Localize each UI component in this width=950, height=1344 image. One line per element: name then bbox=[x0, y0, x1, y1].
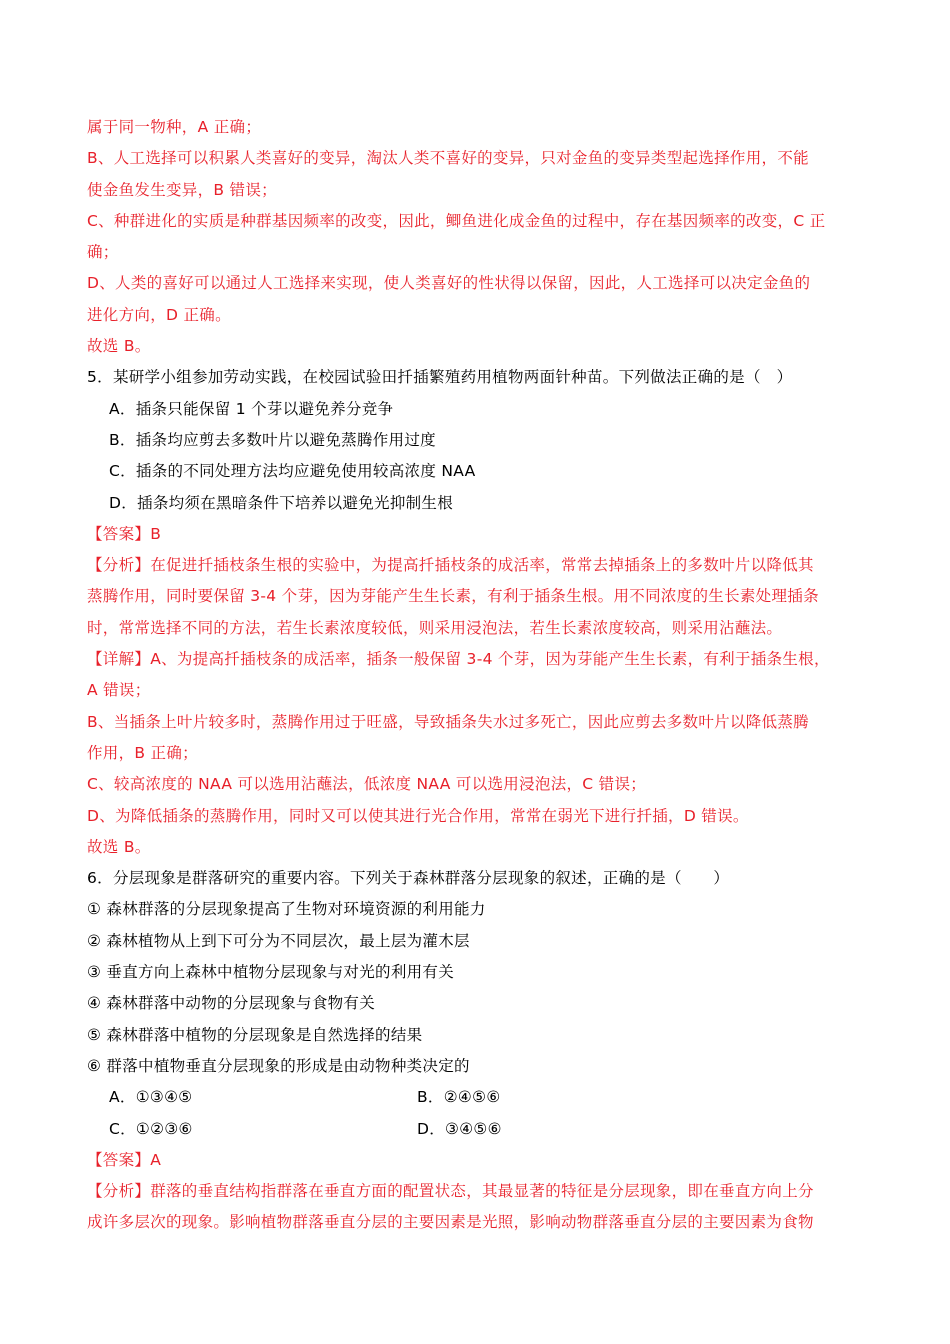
line-text: A．插条只能保留 1 个芽以避免养分竞争 bbox=[109, 399, 394, 418]
text-line bbox=[87, 550, 867, 581]
text-line bbox=[87, 644, 867, 675]
line-text: C．插条的不同处理方法均应避免使用较高浓度 NAA bbox=[109, 462, 476, 481]
text-line bbox=[87, 143, 867, 174]
text-line bbox=[87, 206, 867, 237]
text-line bbox=[87, 175, 867, 206]
line-text: 时，常常选择不同的方法，若生长素浓度较低，则采用浸泡法，若生长素浓度较高，则采用沾蘸法。 bbox=[87, 618, 783, 637]
line-text: 使金鱼发生变异，B 错误； bbox=[87, 180, 277, 199]
text-line bbox=[87, 300, 867, 331]
line-text: B、人工选择可以积累人类喜好的变异，淘汰人类不喜好的变异，只对金鱼的变异类型起选择作用，不能 bbox=[87, 149, 809, 168]
text-line bbox=[87, 488, 867, 519]
line-text: 故选 B。 bbox=[87, 837, 151, 856]
line-text: 【详解】A、为提高扦插枝条的成活率，插条一般保留 3-4 个芽，因为芽能产生生长素，有利于插条生根， bbox=[87, 650, 830, 669]
text-line bbox=[87, 456, 867, 487]
text-line bbox=[87, 801, 867, 832]
line-text: 确； bbox=[87, 243, 119, 262]
text-line bbox=[87, 957, 867, 988]
line-text: ① 森林群落的分层现象提高了生物对环境资源的利用能力 bbox=[87, 900, 486, 919]
line-text: B、当插条上叶片较多时，蒸腾作用过于旺盛，导致插条失水过多死亡，因此应剪去多数叶片以降低蒸腾 bbox=[87, 712, 809, 731]
line-text: D、为降低插条的蒸腾作用，同时又可以使其进行光合作用，常常在弱光下进行扦插，D 错误。 bbox=[87, 806, 749, 825]
line-text: A 错误； bbox=[87, 681, 151, 700]
document-page bbox=[87, 112, 867, 1239]
line-text: 5．某研学小组参加劳动实践，在校园试验田扦插繁殖药用植物两面针种苗。下列做法正确的是（ ） bbox=[87, 368, 793, 387]
line-text: 作用，B 正确； bbox=[87, 743, 198, 762]
line-text: B．插条均应剪去多数叶片以避免蒸腾作用过度 bbox=[109, 430, 436, 449]
line-text: ⑥ 群落中植物垂直分层现象的形成是由动物种类决定的 bbox=[87, 1056, 470, 1075]
line-text: 进化方向，D 正确。 bbox=[87, 305, 231, 324]
text-line bbox=[87, 268, 867, 299]
line-text: 故选 B。 bbox=[87, 337, 151, 356]
line-text: C、较高浓度的 NAA 可以选用沾蘸法，低浓度 NAA 可以选用浸泡法，C 错误； bbox=[87, 775, 647, 794]
text-line bbox=[87, 613, 867, 644]
line-text: C．①②③⑥ bbox=[109, 1119, 193, 1138]
text-line bbox=[87, 675, 867, 706]
line-text: 蒸腾作用，同时要保留 3-4 个芽，因为芽能产生生长素，有利于插条生根。用不同浓度的生长素处理插条 bbox=[87, 587, 819, 606]
line-text: 属于同一物种，A 正确； bbox=[87, 118, 262, 136]
text-line bbox=[87, 1145, 867, 1176]
line-text-second-column: D．③④⑤⑥ bbox=[417, 1119, 502, 1138]
text-line bbox=[87, 769, 867, 800]
line-text: 6．分层现象是群落研究的重要内容。下列关于森林群落分层现象的叙述，正确的是（ ） bbox=[87, 869, 730, 888]
text-line bbox=[87, 237, 867, 268]
text-line bbox=[87, 832, 867, 863]
line-text: C、种群进化的实质是种群基因频率的改变，因此，鲫鱼进化成金鱼的过程中，存在基因频率的改变，C 正 bbox=[87, 211, 826, 230]
text-line bbox=[87, 1051, 867, 1082]
line-text: D．插条均须在黑暗条件下培养以避免光抑制生根 bbox=[109, 493, 454, 512]
text-line bbox=[87, 1020, 867, 1051]
line-text: 【分析】群落的垂直结构指群落在垂直方面的配置状态，其最显著的特征是分层现象，即在垂直方向上分 bbox=[87, 1182, 814, 1201]
text-line bbox=[87, 331, 867, 362]
line-text: 【答案】B bbox=[87, 524, 162, 543]
text-line bbox=[87, 1207, 867, 1238]
text-line bbox=[87, 988, 867, 1019]
text-line bbox=[87, 738, 867, 769]
line-text: 成许多层次的现象。影响植物群落垂直分层的主要因素是光照，影响动物群落垂直分层的主要因素为食物 bbox=[87, 1213, 814, 1232]
line-text: ④ 森林群落中动物的分层现象与食物有关 bbox=[87, 994, 376, 1013]
line-text: 【分析】在促进扦插枝条生根的实验中，为提高扦插枝条的成活率，常常去掉插条上的多数叶片以降低其 bbox=[87, 556, 814, 575]
text-line bbox=[87, 863, 867, 894]
text-line bbox=[87, 425, 867, 456]
line-text: ⑤ 森林群落中植物的分层现象是自然选择的结果 bbox=[87, 1025, 423, 1044]
line-text: D、人类的喜好可以通过人工选择来实现，使人类喜好的性状得以保留，因此，人工选择可以决定金鱼的 bbox=[87, 274, 811, 293]
text-line bbox=[87, 1082, 867, 1113]
line-text: 【答案】A bbox=[87, 1150, 162, 1169]
text-line bbox=[87, 707, 867, 738]
text-line bbox=[87, 519, 867, 550]
line-text: ③ 垂直方向上森林中植物分层现象与对光的利用有关 bbox=[87, 963, 455, 982]
text-line bbox=[87, 1114, 867, 1145]
text-line bbox=[87, 1176, 867, 1207]
line-text: A．①③④⑤ bbox=[109, 1088, 193, 1107]
line-text: ② 森林植物从上到下可分为不同层次，最上层为灌木层 bbox=[87, 931, 470, 950]
text-line bbox=[87, 394, 867, 425]
text-line bbox=[87, 926, 867, 957]
text-line bbox=[87, 581, 867, 612]
line-text-second-column: B．②④⑤⑥ bbox=[417, 1088, 501, 1107]
text-line bbox=[87, 112, 867, 143]
text-line bbox=[87, 894, 867, 925]
text-line bbox=[87, 362, 867, 393]
